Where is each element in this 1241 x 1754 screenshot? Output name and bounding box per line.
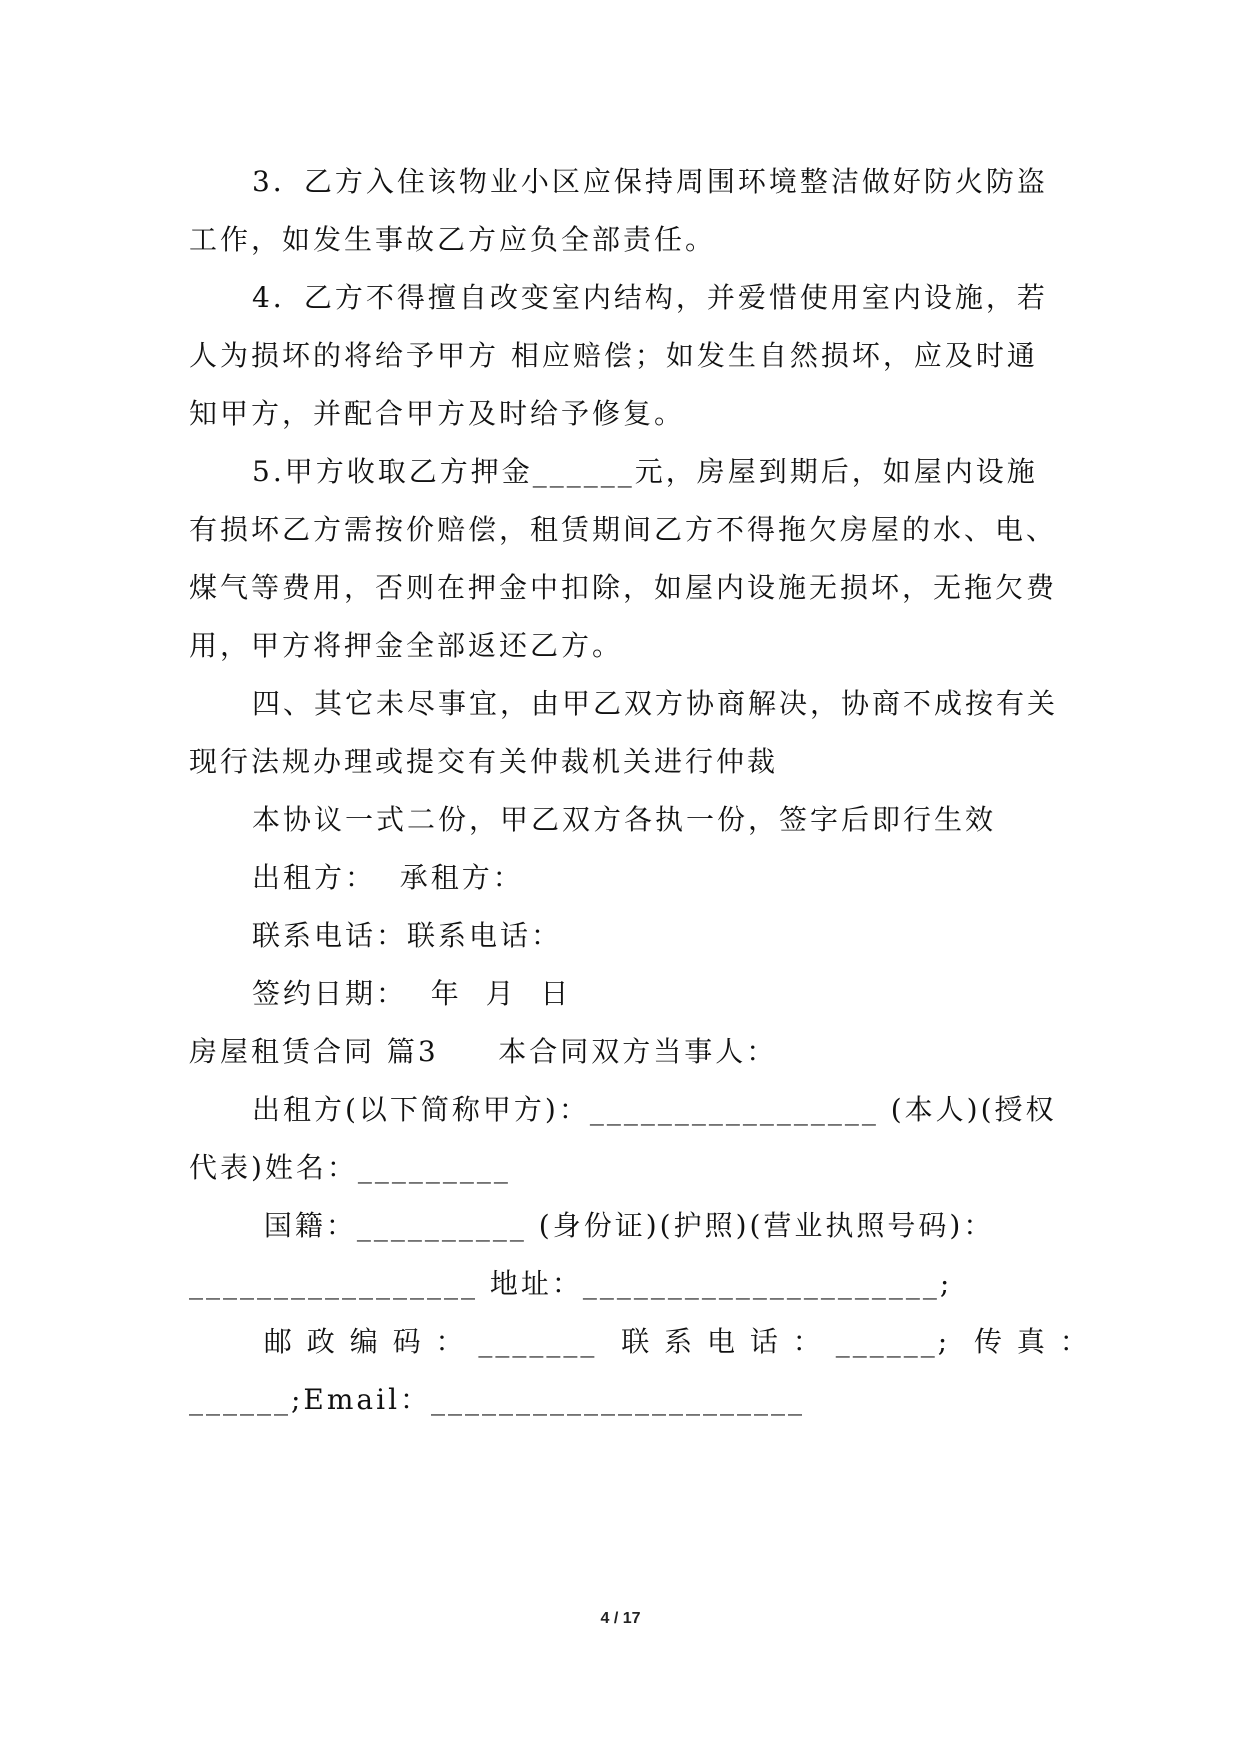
- paragraph-line: 工作，如发生事故乙方应负全部责任。: [189, 223, 717, 256]
- paragraph-line: 人为损坏的将给予甲方 相应赔偿；如发生自然损坏，应及时通: [189, 339, 1038, 372]
- signature-line-date: 签约日期： 年 月 日: [252, 977, 572, 1010]
- form-line: 国籍：__________ (身份证)(护照)(营业执照号码)：: [252, 1209, 995, 1242]
- form-line: 邮 政 编 码 ： _______ 联 系 电 话 ： ______; 传 真 ：: [252, 1325, 1091, 1358]
- form-line: ______;Email：______________________: [189, 1383, 806, 1416]
- signature-line-parties: 出租方： 承租方：: [252, 861, 524, 894]
- paragraph-line: 四、其它未尽事宜，由甲乙双方协商解决，协商不成按有关: [252, 687, 1059, 720]
- signature-line-phone: 联系电话：联系电话：: [252, 919, 563, 952]
- paragraph-line: 知甲方，并配合甲方及时给予修复。: [189, 397, 686, 430]
- page-number: 4 / 17: [600, 1610, 641, 1627]
- paragraph-line: 本协议一式二份，甲乙双方各执一份，签字后即行生效: [252, 803, 997, 836]
- paragraph-line: 现行法规办理或提交有关仲裁机关进行仲裁: [189, 745, 779, 778]
- paragraph-line: 煤气等费用，否则在押金中扣除，如屋内设施无损坏，无拖欠费: [189, 571, 1058, 604]
- form-line: 代表)姓名：_________: [189, 1151, 511, 1184]
- form-line: 出租方(以下简称甲方)：_________________ (本人)(授权: [252, 1093, 1057, 1126]
- paragraph-line: 用，甲方将押金全部返还乙方。: [189, 629, 624, 662]
- form-line: _________________ 地址：_____________________;: [189, 1267, 953, 1300]
- paragraph-line: 有损坏乙方需按价赔偿，租赁期间乙方不得拖欠房屋的水、电、: [189, 513, 1058, 546]
- paragraph-line: 3．乙方入住该物业小区应保持周围环境整洁做好防火防盗: [252, 165, 1048, 198]
- paragraph-line: 4．乙方不得擅自改变室内结构，并爱惜使用室内设施，若: [252, 281, 1048, 314]
- section-heading: 房屋租赁合同 篇3 本合同双方当事人：: [189, 1035, 778, 1068]
- paragraph-line: 5.甲方收取乙方押金______元，房屋到期后，如屋内设施: [252, 455, 1038, 488]
